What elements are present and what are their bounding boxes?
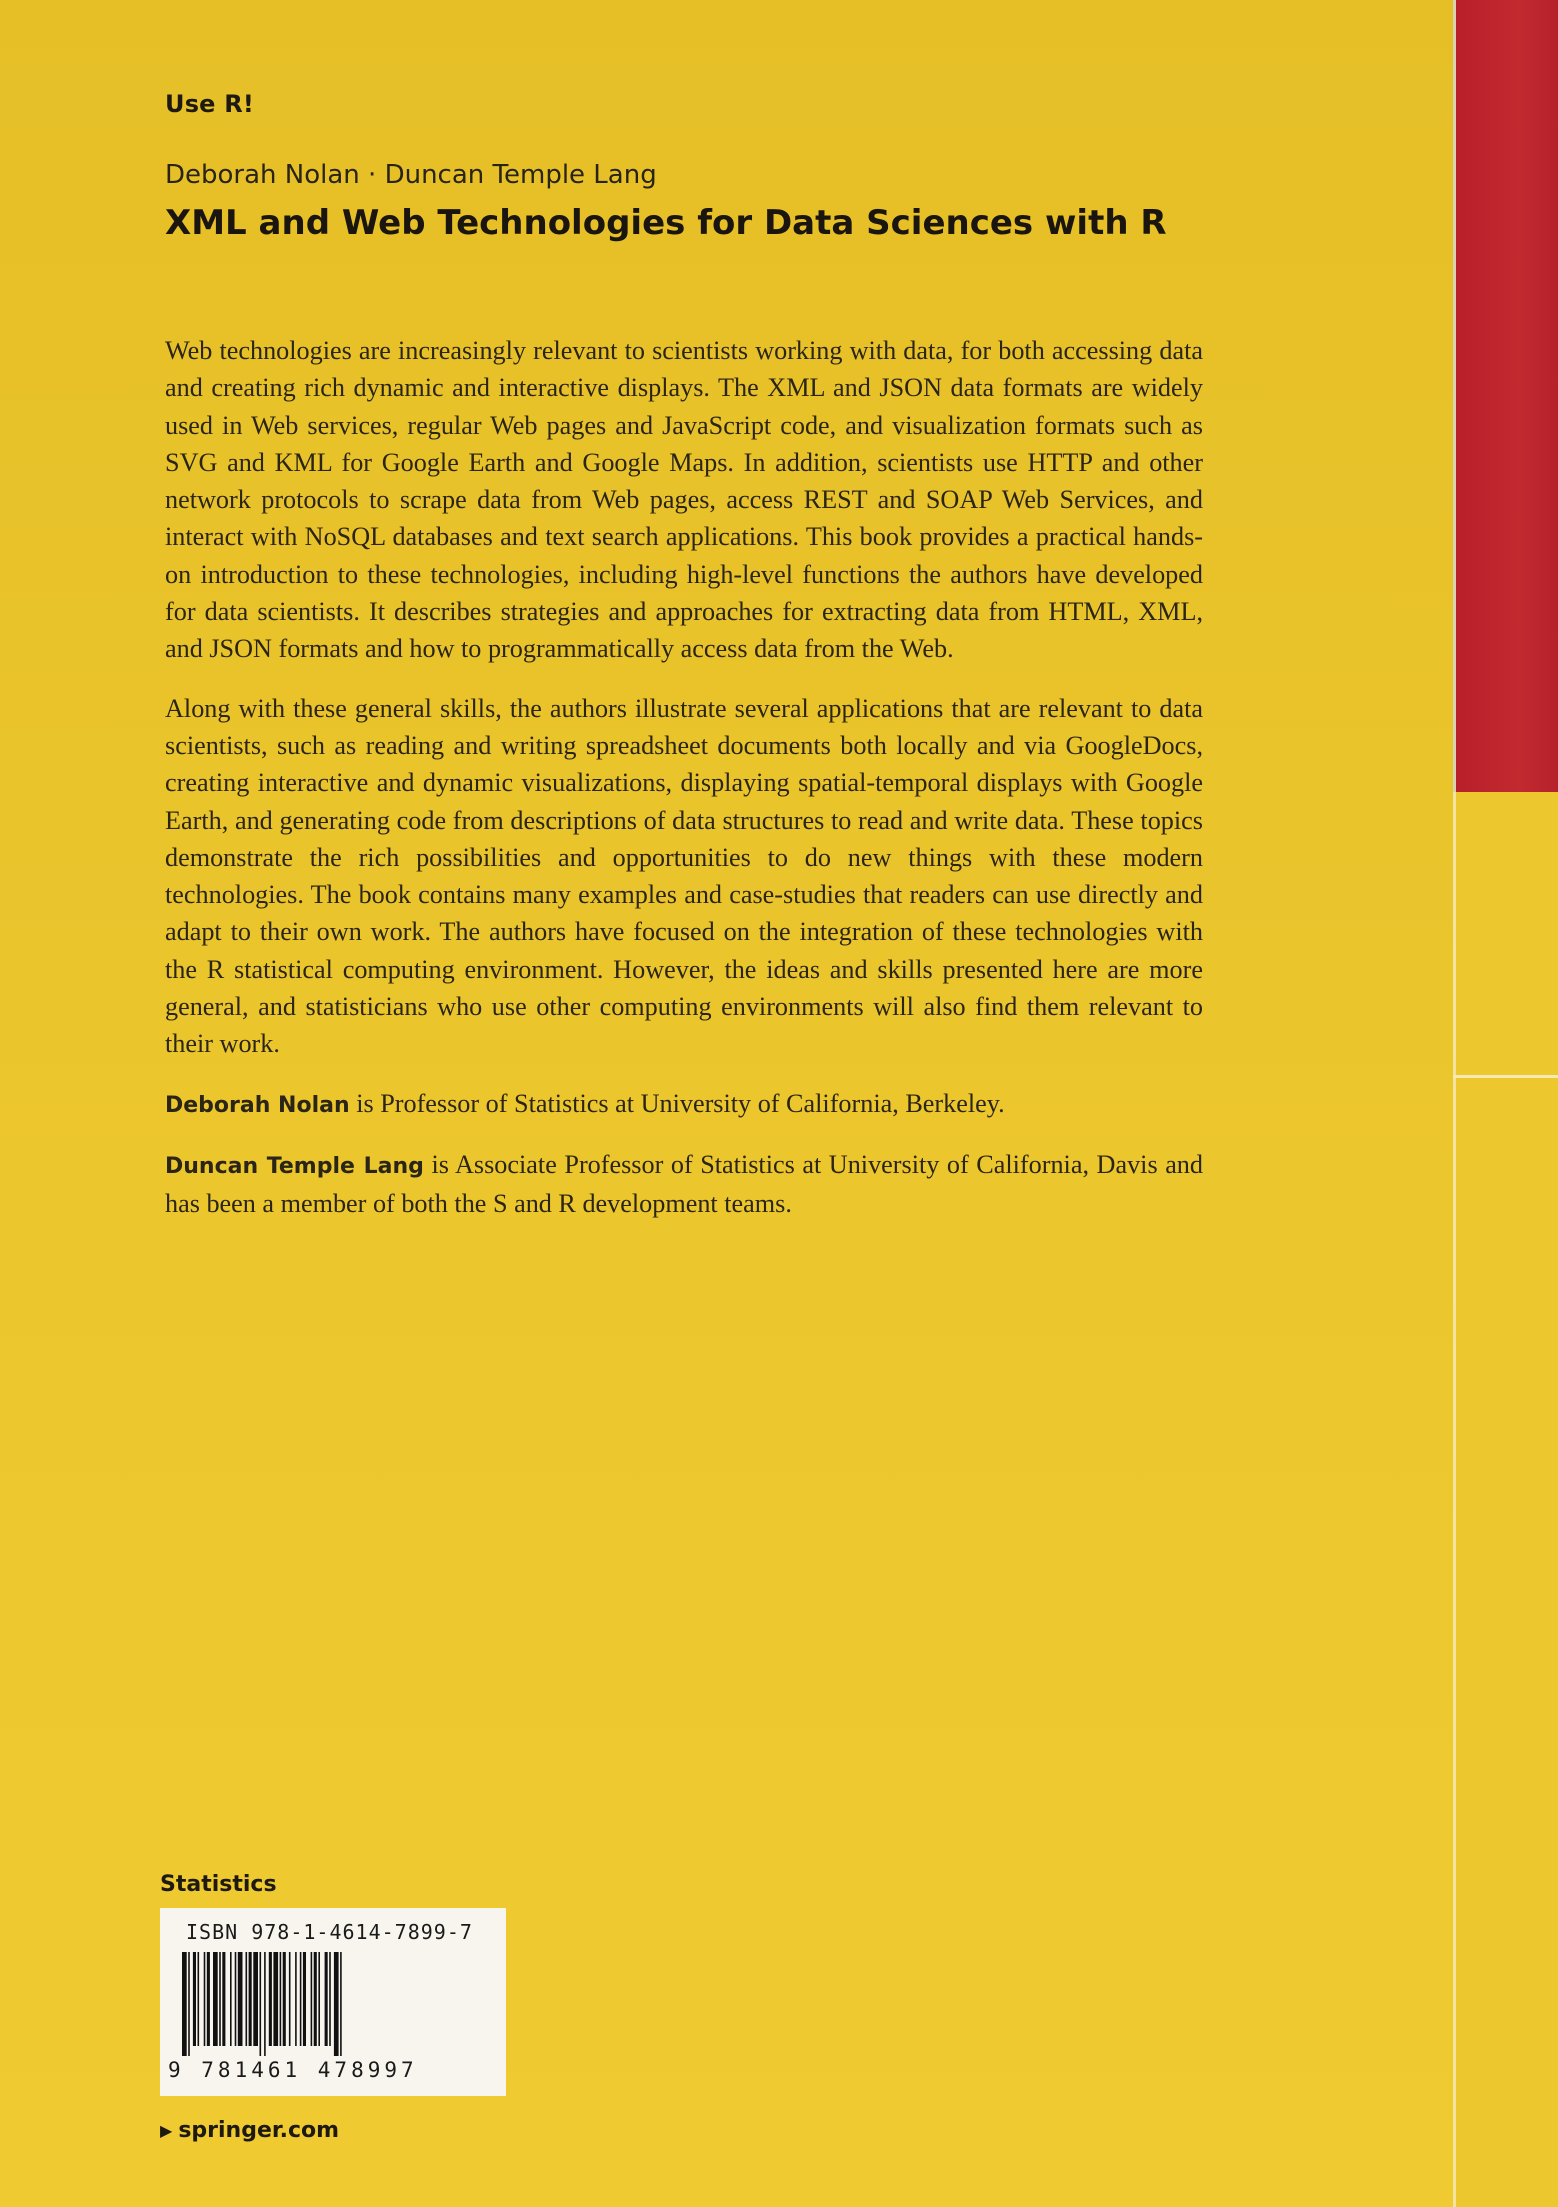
series-name: Use R!	[165, 90, 255, 118]
barcode-bar	[314, 1952, 317, 2046]
barcode-bar	[246, 1952, 248, 2046]
barcode-bar	[219, 1952, 221, 2046]
barcode-digits: 9 781461 478997	[168, 2058, 418, 2082]
barcode-bar	[280, 1952, 282, 2046]
barcode-bar	[273, 1952, 278, 2046]
bio-text: is Professor of Statistics at University of California, Berkeley.	[349, 1088, 1005, 1118]
spine-divider	[1453, 1075, 1558, 1078]
barcode-bar	[193, 1952, 196, 2046]
barcode-bar	[260, 1952, 262, 2056]
isbn-barcode	[160, 1908, 506, 2096]
barcode-bar	[230, 1952, 232, 2046]
barcode-bar	[325, 1952, 328, 2046]
barcode-bar	[289, 1952, 291, 2046]
barcode-bar	[235, 1952, 237, 2046]
barcode-bar	[182, 1952, 187, 2056]
barcode-icon	[180, 1952, 486, 2056]
barcode-bar	[283, 1952, 286, 2046]
subject-category: Statistics	[160, 1872, 277, 1897]
barcode-bar	[303, 1952, 306, 2046]
barcode-bar	[198, 1952, 200, 2046]
spine-yellow-band	[1453, 792, 1558, 2207]
website-label: springer.com	[178, 2118, 340, 2143]
bio-name: Deborah Nolan	[165, 1092, 350, 1118]
bio-text: is Associate Professor of Statistics at University of California, Davis and has been a member of both the S and R development teams.	[165, 1149, 1203, 1219]
blurb	[165, 332, 1203, 1245]
author-names: Deborah Nolan · Duncan Temple Lang	[165, 160, 657, 190]
triangle-right-icon: ▶	[160, 2121, 173, 2140]
bio-nolan	[165, 1085, 1203, 1124]
barcode-bar	[213, 1952, 218, 2046]
barcode-bar	[222, 1952, 225, 2046]
barcode-bar	[253, 1952, 258, 2046]
barcode-bar	[295, 1952, 297, 2046]
barcode-bar	[249, 1952, 252, 2046]
barcode-bar	[318, 1952, 320, 2046]
barcode-bar	[238, 1952, 243, 2046]
barcode-bar	[311, 1952, 313, 2046]
barcode-bar	[334, 1952, 339, 2056]
barcode-bar	[300, 1952, 302, 2046]
barcode-bar	[207, 1952, 210, 2046]
barcode-bar	[340, 1952, 342, 2056]
book-title: XML and Web Technologies for Data Sciences with R	[165, 203, 1167, 243]
spine-red-band	[1453, 0, 1558, 792]
barcode-bar	[188, 1952, 190, 2056]
publisher-website	[160, 2118, 339, 2143]
bio-temple-lang	[165, 1146, 1203, 1223]
isbn-number: ISBN 978-1-4614-7899-7	[186, 1920, 473, 1944]
barcode-bar	[269, 1952, 272, 2046]
blurb-paragraph-2: Along with these general skills, the authors illustrate several applications that are relevant to data scientists, such as reading and writing spreadsheet documents both locally and via GoogleDocs, creating interactive and dynamic visualizations, displaying spatial-temporal displays with Google Earth, and generating code from descriptions of data structures to read and write data. These topics demonstrate the rich possibilities and opportunities to do new things with these modern technologies. The book contains many examples and case-studies that readers can use directly and adapt to their own work. The authors have focused on the integration of these technologies with the R statistical computing environment. However, the ideas and skills presented here are more general, and statisticians who use other computing environments will also find them relevant to their work.	[165, 693, 1203, 1059]
blurb-paragraph-1: Web technologies are increasingly relevant to scientists working with data, for both accessing data and creating rich dynamic and interactive displays. The XML and JSON data formats are widely used in Web services, regular Web pages and JavaScript code, and visualization formats such as SVG and KML for Google Earth and Google Maps. In addition, scientists use HTTP and other network protocols to scrape data from Web pages, access REST and SOAP Web Services, and interact with NoSQL databases and text search applications. This book provides a practical hands-on introduction to these technologies, including high-level functions the authors have developed for data scientists. It describes strategies and approaches for extracting data from HTML, XML, and JSON formats and how to programmatically access data from the Web.	[165, 336, 1203, 664]
barcode-bar	[329, 1952, 331, 2046]
bio-name: Duncan Temple Lang	[165, 1153, 424, 1179]
barcode-bar	[264, 1952, 266, 2056]
barcode-bar	[204, 1952, 206, 2046]
